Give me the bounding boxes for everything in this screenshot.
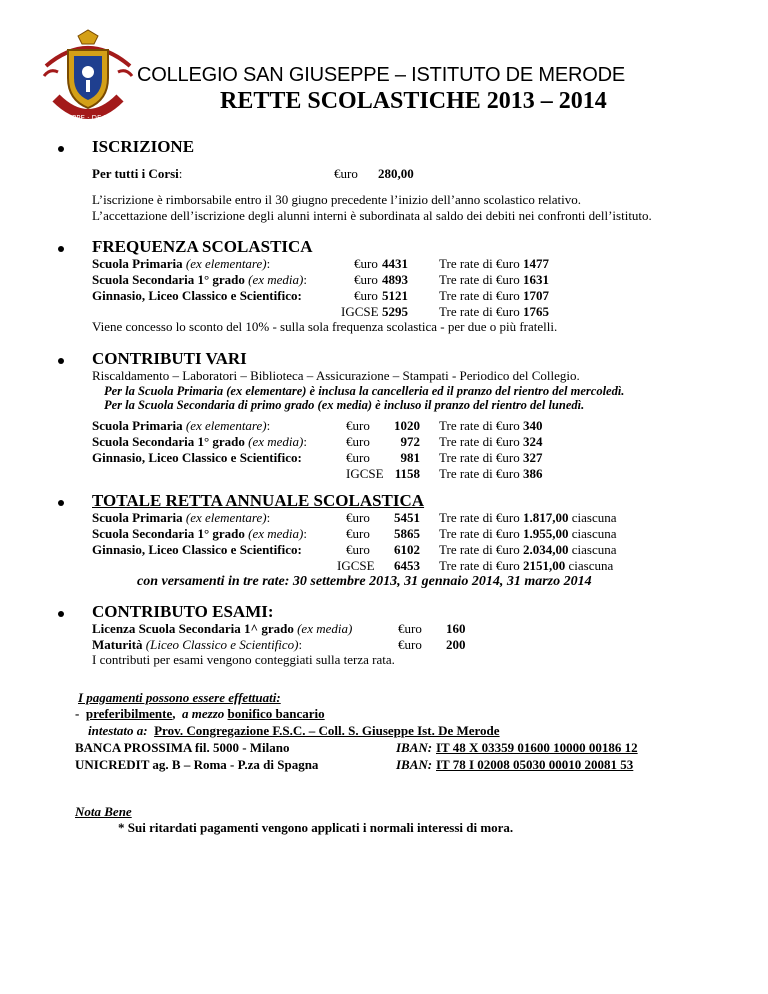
school-name: COLLEGIO SAN GIUSEPPE – ISTITUTO DE MERODE	[137, 64, 626, 86]
frequenza-note: Viene concesso lo sconto del 10% - sulla sola frequenza scolastica - per due o più fratelli.	[92, 319, 558, 334]
bullet-icon	[58, 358, 64, 364]
iscrizione-currency: €uro	[334, 166, 358, 181]
contributi-row-installments: Tre rate di €uro 327	[439, 450, 543, 465]
totale-row-label: Scuola Secondaria 1° grado (ex media):	[92, 526, 307, 541]
totale-note: con versamenti in tre rate: 30 settembre 2013, 31 gennaio 2014, 31 marzo 2014	[137, 574, 592, 589]
esami-row-1-currency: €uro	[398, 621, 422, 636]
esami-row-1-label: Licenza Scuola Secondaria 1^ grado (ex media)	[92, 621, 353, 636]
iscrizione-label: Per tutti i Corsi:	[92, 166, 183, 181]
bank-2-name: UNICREDIT ag. B – Roma - P.za di Spagna	[75, 757, 319, 772]
school-logo	[38, 28, 138, 128]
contributi-row-amount: 981	[400, 450, 420, 465]
bank-1-iban: IT 48 X 03359 01600 10000 00186 12	[436, 740, 638, 755]
section-title-frequenza: FREQUENZA SCOLASTICA	[92, 237, 313, 256]
contributi-row-label: Scuola Primaria (ex elementare):	[92, 418, 271, 433]
frequenza-row-installments: Tre rate di €uro 1765	[439, 304, 550, 319]
frequenza-row-label: Ginnasio, Liceo Classico e Scientifico:	[92, 288, 302, 303]
bullet-icon	[58, 500, 64, 506]
esami-row-2-label: Maturità (Liceo Classico e Scientifico):	[92, 637, 303, 652]
frequenza-row-installments: Tre rate di €uro 1477	[439, 256, 550, 271]
esami-row-2-currency: €uro	[398, 637, 422, 652]
contributi-row-installments: Tre rate di €uro 340	[439, 418, 543, 433]
frequenza-row-currency: €uro	[354, 256, 378, 271]
esami-row-2-amount: 200	[446, 637, 466, 652]
iscrizione-note-1: L’iscrizione è rimborsabile entro il 30 giugno precedente l’inizio dell’anno scolastico relativo.	[92, 192, 582, 207]
frequenza-row-currency: €uro	[354, 288, 378, 303]
esami-row-1-amount: 160	[446, 621, 466, 636]
frequenza-row-amount: 4893	[382, 272, 408, 287]
esami-note: I contributi per esami vengono conteggiati sulla terza rata.	[92, 652, 395, 667]
frequenza-row-installments: Tre rate di €uro 1707	[439, 288, 550, 303]
totale-row-label: Scuola Primaria (ex elementare):	[92, 510, 271, 525]
bullet-icon	[58, 146, 64, 152]
nota-bene-text: * Sui ritardati pagamenti vengono applicati i normali interessi di mora.	[118, 820, 514, 835]
pagamenti-title: I pagamenti possono essere effettuati:	[78, 690, 281, 705]
svg-text:S. GIUSEPPE · DE MERODE: S. GIUSEPPE · DE MERODE	[41, 114, 135, 122]
frequenza-row-installments: Tre rate di €uro 1631	[439, 272, 550, 287]
contributi-row-currency: €uro	[346, 418, 370, 433]
frequenza-row-currency: €uro	[354, 272, 378, 287]
pagamenti-intestato: intestato a: Prov. Congregazione F.S.C. – Coll. S. Giuseppe Ist. De Merode	[88, 723, 500, 738]
contributi-line-3: Per la Scuola Secondaria di primo grado (ex media) è incluso il pranzo del rientro del lunedì.	[104, 398, 585, 412]
totale-row-amount: 6102	[394, 542, 420, 557]
contributi-row-currency: IGCSE	[346, 466, 384, 481]
totale-row-amount: 5451	[394, 510, 420, 525]
contributi-row-amount: 1158	[394, 466, 420, 481]
bank-2-iban-label: IBAN:	[396, 757, 433, 772]
bank-1-iban-label: IBAN:	[396, 740, 433, 755]
bank-2-iban: IT 78 I 02008 05030 00010 20081 53	[436, 757, 634, 772]
contributi-row-installments: Tre rate di €uro 386	[439, 466, 543, 481]
section-title-totale: TOTALE RETTA ANNUALE SCOLASTICA	[92, 491, 425, 510]
frequenza-row-amount: 5121	[382, 288, 408, 303]
totale-row-amount: 5865	[394, 526, 420, 541]
contributi-row-label: Ginnasio, Liceo Classico e Scientifico:	[92, 450, 302, 465]
pagamenti-mode: - preferibilmente, a mezzo bonifico bancario	[75, 706, 325, 721]
totale-row-installments: Tre rate di €uro 1.817,00 ciascuna	[439, 510, 617, 525]
page-title: RETTE SCOLASTICHE 2013 – 2014	[220, 88, 607, 114]
frequenza-row-amount: 5295	[382, 304, 408, 319]
contributi-row-label: Scuola Secondaria 1° grado (ex media):	[92, 434, 307, 449]
contributi-row-currency: €uro	[346, 450, 370, 465]
frequenza-row-label: Scuola Primaria (ex elementare):	[92, 256, 271, 271]
totale-row-installments: Tre rate di €uro 1.955,00 ciascuna	[439, 526, 617, 541]
totale-row-label: Ginnasio, Liceo Classico e Scientifico:	[92, 542, 302, 557]
section-title-esami: CONTRIBUTO ESAMI:	[92, 602, 274, 621]
frequenza-row-label: Scuola Secondaria 1° grado (ex media):	[92, 272, 307, 287]
totale-row-currency: €uro	[346, 526, 370, 541]
contributi-row-currency: €uro	[346, 434, 370, 449]
frequenza-row-currency: IGCSE	[341, 304, 379, 319]
totale-row-amount: 6453	[394, 558, 420, 573]
totale-row-currency: €uro	[346, 542, 370, 557]
contributi-line-2: Per la Scuola Primaria (ex elementare) è inclusa la cancelleria ed il pranzo del rientro del mercoledì.	[104, 384, 625, 398]
totale-row-installments: Tre rate di €uro 2151,00 ciascuna	[439, 558, 614, 573]
contributi-line-1: Riscaldamento – Laboratori – Biblioteca – Assicurazione – Stampati - Periodico del Collegio.	[92, 368, 580, 383]
contributi-row-installments: Tre rate di €uro 324	[439, 434, 543, 449]
totale-row-installments: Tre rate di €uro 2.034,00 ciascuna	[439, 542, 617, 557]
contributi-row-amount: 1020	[394, 418, 420, 433]
section-title-contributi: CONTRIBUTI VARI	[92, 349, 247, 368]
nota-bene-title: Nota Bene	[75, 804, 132, 819]
contributi-row-amount: 972	[400, 434, 420, 449]
totale-row-currency: IGCSE	[337, 558, 375, 573]
section-title-iscrizione: ISCRIZIONE	[92, 137, 195, 156]
bank-1-name: BANCA PROSSIMA fil. 5000 - Milano	[75, 740, 290, 755]
frequenza-row-amount: 4431	[382, 256, 408, 271]
iscrizione-note-2: L’accettazione dell’iscrizione degli alunni interni è subordinata al saldo dei debiti nei confronti dell’istituto.	[92, 208, 652, 223]
bullet-icon	[58, 246, 64, 252]
iscrizione-amount: 280,00	[378, 166, 414, 181]
totale-row-currency: €uro	[346, 510, 370, 525]
bullet-icon	[58, 611, 64, 617]
